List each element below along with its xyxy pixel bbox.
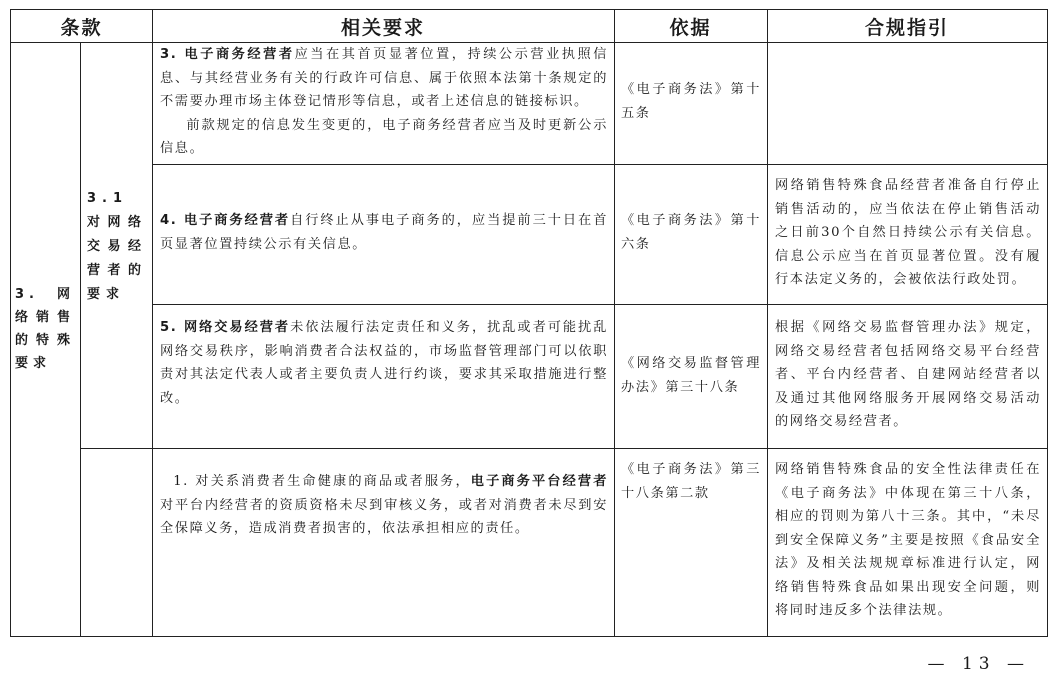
- requirement-5: 5. 网络交易经营者未依法履行法定责任和义务，扰乱或者可能扰乱网络交易秩序，影响消费者合法权益的，市场监督管理部门可以依职责对其法定代表人或者主要负责人进行约谈，要求其采取措施进行整改。: [160, 320, 608, 406]
- guide-3: 根据《网络交易监督管理办法》规定，网络交易经营者包括网络交易平台经营者、平台内经营者、自建网站经营者以及通过其他网络服务开展网络交易活动的网络交易经营者。: [775, 320, 1041, 429]
- requirement-3-para2: 前款规定的信息发生变更的，电子商务经营者应当及时更新公示信息。: [160, 117, 608, 156]
- col-divider-1: [80, 42, 81, 636]
- basis-3: 《网络交易监督管理办法》第三十八条: [621, 356, 761, 395]
- basis-4: 《电子商务法》第三十八条第二款: [621, 462, 761, 501]
- subsection-label: 3.1 对网络交易经营者的要求: [87, 191, 147, 302]
- section-label: 3. 网络销售的特殊要求: [15, 287, 75, 371]
- page-number: — 13 —: [927, 654, 1030, 674]
- requirement-3: [160, 42, 608, 161]
- basis-2: 《电子商务法》第十六条: [621, 213, 761, 252]
- row-divider-3: [80, 448, 1047, 449]
- header-basis: 依据: [669, 16, 712, 39]
- basis-1: 《电子商务法》第十五条: [621, 82, 761, 121]
- row-divider-2: [152, 304, 1047, 305]
- guide-2: 网络销售特殊食品经营者准备自行停止销售活动的，应当依法在停止销售活动之日前30个自然日持续公示有关信息。信息公示应当在首页显著位置。没有履行本法定义务的，会被依法行政处罚。: [775, 178, 1041, 287]
- header-requirements: 相关要求: [340, 16, 425, 39]
- requirement-1: 1. 对关系消费者生命健康的商品或者服务，电子商务平台经营者对平台内经营者的资质资格未尽到审核义务，或者对消费者未尽到安全保障义务，造成消费者损害的，依法承担相应的责任。: [160, 474, 608, 536]
- col-divider-4: [767, 10, 768, 636]
- guide-4: 网络销售特殊食品的安全性法律责任在《电子商务法》中体现在第三十八条，相应的罚则为第八十三条。其中，“未尽到安全保障义务”主要是按照《食品安全法》及相关法规规章标准进行认定，网络销售特殊食品如果出现安全问题，则将同时违反多个法律法规。: [775, 462, 1041, 618]
- row-divider-1: [152, 164, 1047, 165]
- header-compliance-guide: 合规指引: [864, 16, 949, 39]
- requirement-4: 4. 电子商务经营者自行终止从事电子商务的，应当提前三十日在首页显著位置持续公示有关信息。: [160, 213, 608, 252]
- col-divider-3: [614, 10, 615, 636]
- header-clause: 条款: [60, 16, 103, 39]
- regulation-table: [10, 9, 1048, 637]
- col-divider-2: [152, 10, 153, 636]
- requirement-3-para1: 3. 电子商务经营者应当在其首页显著位置，持续公示营业执照信息、与其经营业务有关的行政许可信息、属于依照本法第十条规定的不需要办理市场主体登记情形等信息，或者上述信息的链接标识。: [160, 47, 609, 109]
